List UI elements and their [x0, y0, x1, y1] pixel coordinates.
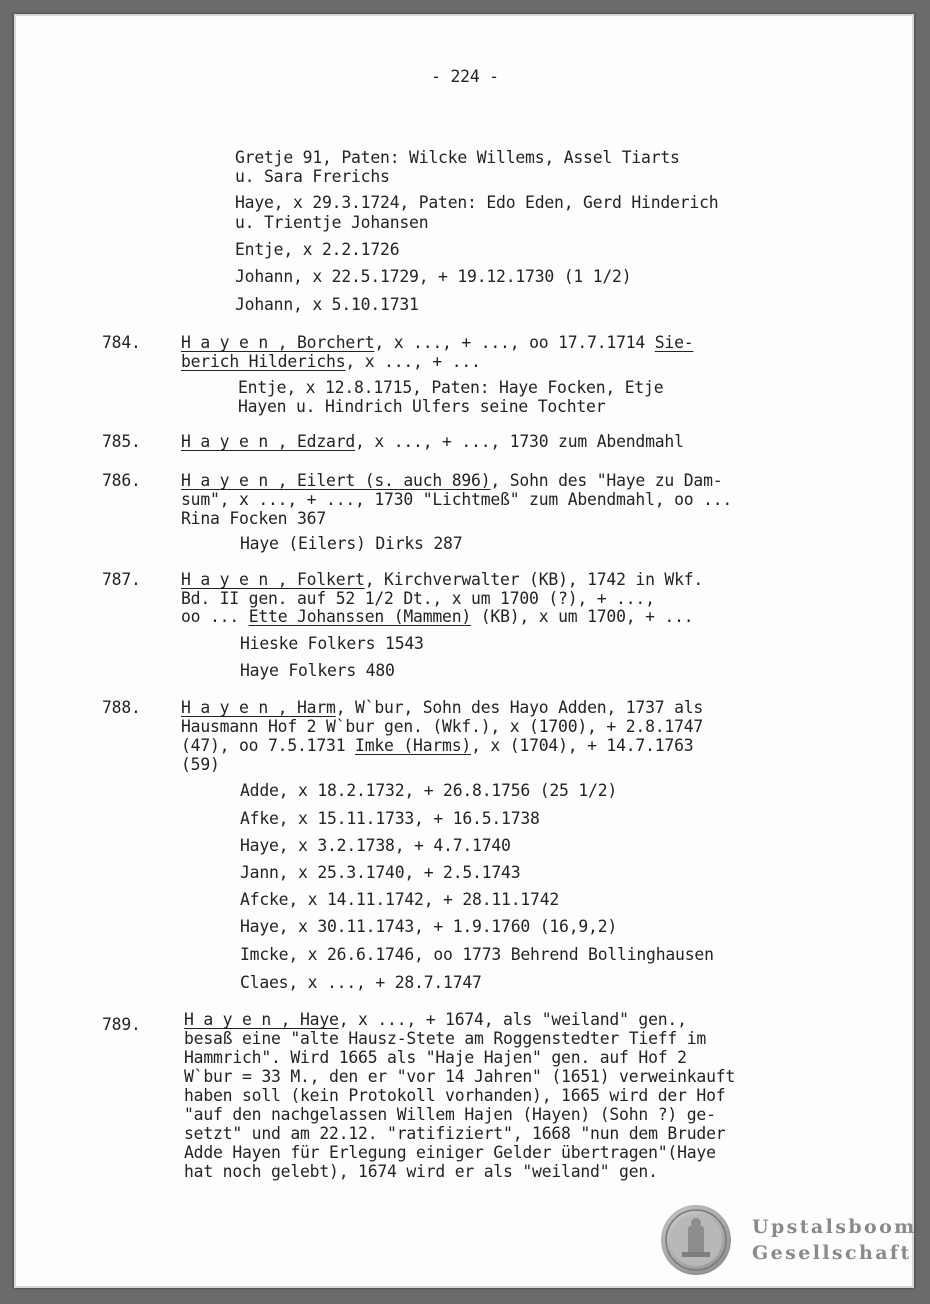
entry-line: Adde Hayen für Erlegung einiger Gelder übertragen"(Haye — [184, 1143, 716, 1162]
child-line: Hieske Folkers 1543 — [240, 634, 424, 653]
child-line: Entje, x 12.8.1715, Paten: Haye Focken, Etje — [238, 378, 664, 397]
entry-line: haben soll (kein Protokoll vorhanden), 1665 wird der Hof — [184, 1086, 726, 1105]
entry-number: 786. — [102, 471, 141, 490]
entry-name: H a y e n , Borchert — [181, 333, 375, 352]
entry-line: Bd. II gen. auf 52 1/2 Dt., x um 1700 (?), + ..., — [181, 589, 655, 608]
intro-line: Johann, x 22.5.1729, + 19.12.1730 (1 1/2) — [235, 267, 632, 286]
entry-line: setzt" und am 22.12. "ratifiziert", 1668 "nun dem Bruder — [184, 1124, 726, 1143]
logo-text-line: Gesellschaft — [752, 1242, 912, 1264]
entry-heading — [181, 432, 684, 451]
intro-line: Haye, x 29.3.1724, Paten: Edo Eden, Gerd Hinderich — [235, 193, 719, 212]
intro-line: Gretje 91, Paten: Wilcke Willems, Assel Tiarts — [235, 148, 680, 167]
entry-line: (59) — [181, 755, 220, 774]
child-line: Haye, x 30.11.1743, + 1.9.1760 (16,9,2) — [240, 917, 618, 936]
entry-name: H a y e n , Folkert — [181, 570, 365, 589]
entry-number: 787. — [102, 570, 141, 589]
society-logo — [660, 1204, 917, 1278]
intro-line: Entje, x 2.2.1726 — [235, 240, 400, 259]
spouse-name: Imke (Harms) — [355, 736, 472, 755]
entry-line — [181, 736, 693, 755]
spouse-name: berich Hilderichs — [181, 352, 346, 371]
entry-heading — [181, 570, 703, 589]
entry-number: 788. — [102, 698, 141, 717]
entry-name: H a y e n , Haye — [184, 1010, 339, 1029]
entry-line — [181, 352, 481, 371]
child-line: Haye (Eilers) Dirks 287 — [240, 534, 463, 553]
intro-line: u. Sara Frerichs — [235, 167, 390, 186]
entry-text: oo ... — [181, 607, 249, 626]
child-line: Haye Folkers 480 — [240, 661, 395, 680]
entry-text: , Kirchverwalter (KB), 1742 in Wkf. — [364, 570, 704, 589]
seal-icon — [660, 1204, 732, 1276]
entry-number: 785. — [102, 432, 141, 451]
logo-text-line: Upstalsboom — [752, 1216, 917, 1238]
child-line: Imcke, x 26.6.1746, oo 1773 Behrend Bollinghausen — [240, 945, 714, 964]
entry-line: hat noch gelebt), 1674 wird er als "weiland" gen. — [184, 1162, 658, 1181]
child-line: Jann, x 25.3.1740, + 2.5.1743 — [240, 863, 521, 882]
entry-heading — [181, 698, 703, 717]
entry-name: H a y e n , Eilert (s. auch 896) — [181, 471, 491, 490]
page-number: - 224 - — [431, 67, 499, 86]
entry-line — [181, 607, 693, 626]
entry-line: sum", x ..., + ..., 1730 "Lichtmeß" zum Abendmahl, oo ... — [181, 490, 733, 509]
entry-text: , x ..., + ..., oo 17.7.1714 — [374, 333, 655, 352]
spouse-name: Ette Johanssen (Mammen) — [248, 607, 472, 626]
child-line: Hayen u. Hindrich Ulfers seine Tochter — [238, 397, 606, 416]
entry-line: Hausmann Hof 2 W`bur gen. (Wkf.), x (1700), + 2.8.1747 — [181, 717, 704, 736]
entry-number: 784. — [102, 333, 141, 352]
entry-text: (47), oo 7.5.1731 — [181, 736, 356, 755]
entry-line: Rina Focken 367 — [181, 509, 327, 528]
entry-heading — [181, 471, 722, 490]
intro-line: u. Trientje Johansen — [235, 213, 429, 232]
entry-heading — [184, 1010, 687, 1029]
entry-line: "auf den nachgelassen Willem Hajen (Hayen) (Sohn ?) ge- — [184, 1105, 716, 1124]
spouse-name: Sie- — [654, 333, 694, 352]
intro-line: Johann, x 5.10.1731 — [235, 295, 419, 314]
entry-number: 789. — [102, 1015, 141, 1034]
entry-text: , x ..., + 1674, als "weiland" gen., — [338, 1010, 687, 1029]
entry-text: , Sohn des "Haye zu Dam- — [490, 471, 723, 490]
entry-text: (KB), x um 1700, + ... — [471, 607, 694, 626]
entry-text: , x (1704), + 14.7.1763 — [471, 736, 694, 755]
child-line: Haye, x 3.2.1738, + 4.7.1740 — [240, 836, 511, 855]
child-line: Claes, x ..., + 28.7.1747 — [240, 973, 482, 992]
entry-text: , x ..., + ..., 1730 zum Abendmahl — [355, 432, 684, 451]
entry-name: H a y e n , Harm — [181, 698, 336, 717]
child-line: Afcke, x 14.11.1742, + 28.11.1742 — [240, 890, 560, 909]
entry-text: , W`bur, Sohn des Hayo Adden, 1737 als — [335, 698, 704, 717]
child-line: Afke, x 15.11.1733, + 16.5.1738 — [240, 809, 540, 828]
entry-line: W`bur = 33 M., den er "vor 14 Jahren" (1651) verweinkauft — [184, 1067, 736, 1086]
entry-name: H a y e n , Edzard — [181, 432, 356, 451]
entry-text: , x ..., + ... — [345, 352, 481, 371]
entry-line: besaß eine "alte Hausz-Stete am Roggenstedter Tieff im — [184, 1029, 707, 1048]
child-line: Adde, x 18.2.1732, + 26.8.1756 (25 1/2) — [240, 781, 618, 800]
entry-heading — [181, 333, 693, 352]
entry-line: Hammrich". Wird 1665 als "Haje Hajen" gen. auf Hof 2 — [184, 1048, 687, 1067]
